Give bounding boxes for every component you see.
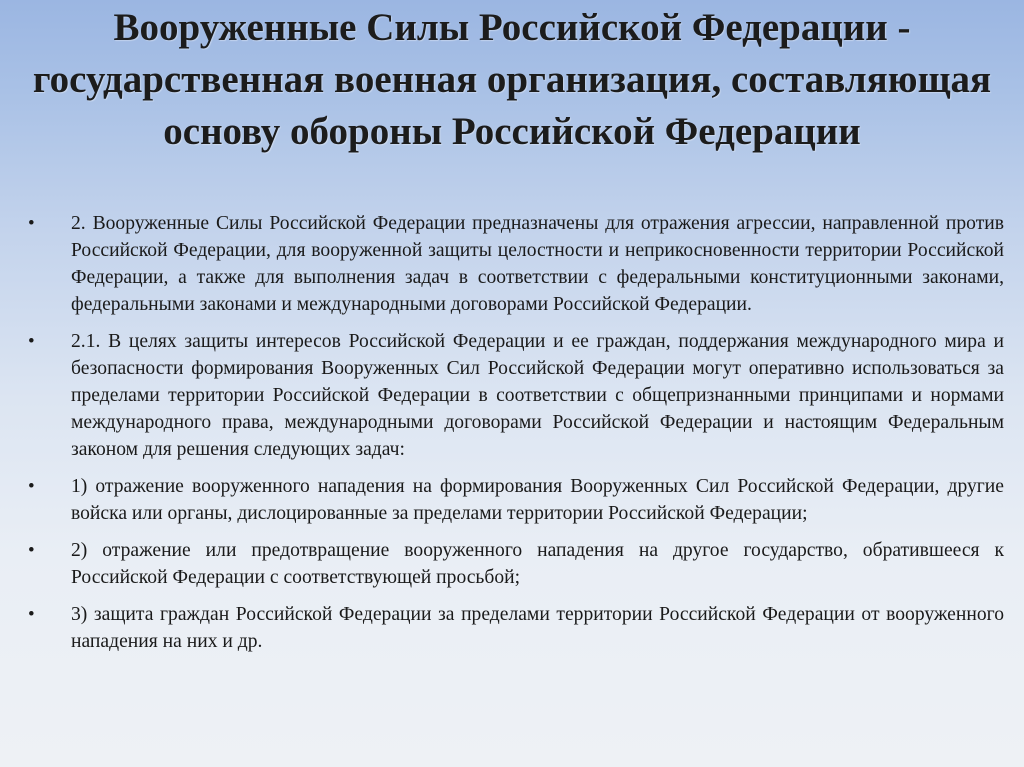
slide-title: Вооруженные Силы Российской Федерации - государственная военная организация, составляющая основу обороны Российской Федерации <box>32 6 992 153</box>
list-item-text: 2. Вооруженные Силы Российской Федерации предназначены для отражения агрессии, направленной против Российской Федерации, для вооруженной защиты целостности и неприкосновенности территории Российской Федерации, а также для выполнения задач в соответствии с федеральными конституционными законами, федеральными законами и международными договорами Российской Федерации. <box>71 213 1004 315</box>
bullet-icon: • <box>28 331 35 352</box>
bullet-icon: • <box>28 604 35 625</box>
bullet-icon: • <box>28 213 35 234</box>
list-item-text: 2.1. В целях защиты интересов Российской Федерации и ее граждан, поддержания международного мира и безопасности формирования Вооруженных Сил Российской Федерации могут оперативно использоваться за пределами территории Российской Федерации в соответствии с общепризнанными принципами и нормами международного права, международными договорами Российской Федерации и настоящим Федеральным законом для решения следующих задач: <box>71 331 1004 460</box>
list-item <box>28 210 1004 318</box>
list-item-text: 2) отражение или предотвращение вооруженного нападения на другое государство, обратившееся к Российской Федерации с соответствующей просьбой; <box>71 540 1004 588</box>
list-item-text: 3) защита граждан Российской Федерации за пределами территории Российской Федерации от вооруженного нападения на них и др. <box>71 604 1004 652</box>
list-item <box>28 473 1004 527</box>
list-item <box>28 537 1004 591</box>
list-item <box>28 601 1004 655</box>
bullet-list <box>28 210 1004 665</box>
bullet-icon: • <box>28 476 35 497</box>
list-item-text: 1) отражение вооруженного нападения на формирования Вооруженных Сил Российской Федерации, другие войска или органы, дислоцированные за пределами территории Российской Федерации; <box>71 476 1004 524</box>
bullet-icon: • <box>28 540 35 561</box>
list-item <box>28 328 1004 463</box>
